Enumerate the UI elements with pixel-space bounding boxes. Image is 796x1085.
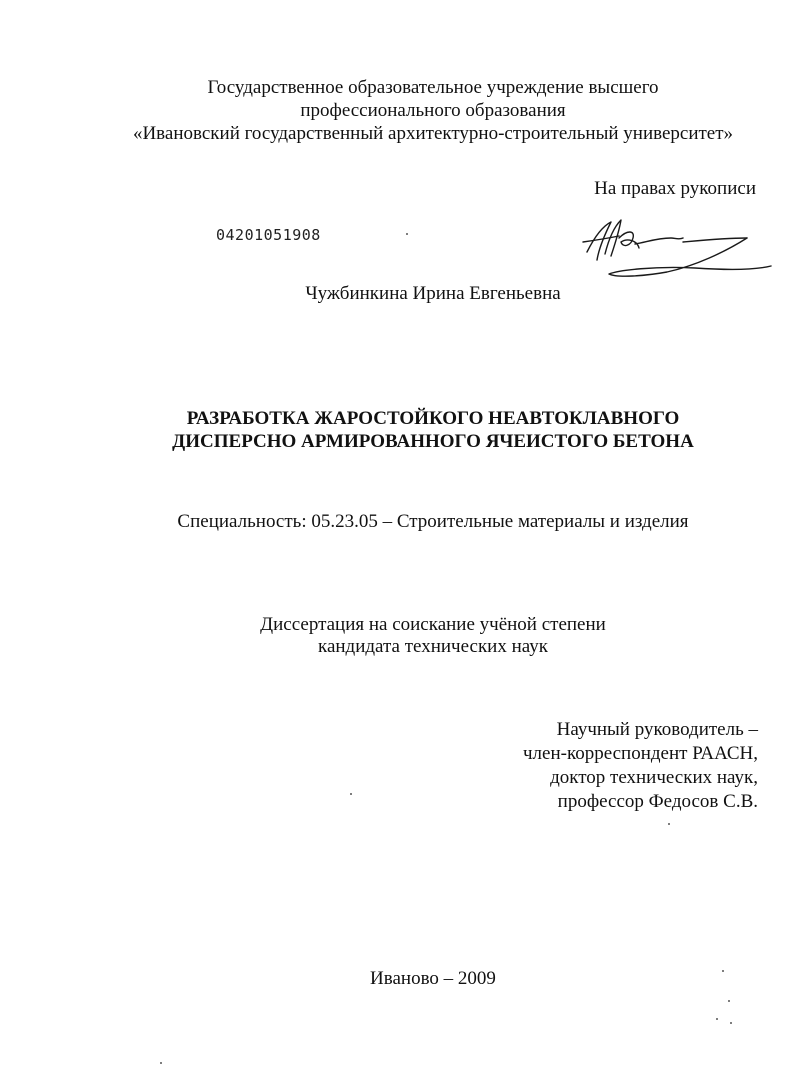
supervisor-block bbox=[420, 718, 758, 814]
city-year: Иваново – 2009 bbox=[370, 968, 496, 989]
scan-speck bbox=[350, 793, 352, 795]
institution-line-2: профессионального образования bbox=[300, 100, 566, 121]
degree-line-2: кандидата технических наук bbox=[318, 636, 548, 657]
scan-speck bbox=[716, 1018, 718, 1020]
title-line-1: РАЗРАБОТКА ЖАРОСТОЙКОГО НЕАВТОКЛАВНОГО bbox=[186, 408, 680, 429]
supervisor-line-1: Научный руководитель – bbox=[556, 719, 758, 740]
document-code: 04201051908 bbox=[216, 226, 321, 244]
scan-speck bbox=[722, 970, 724, 972]
institution-line-3: «Ивановский государственный архитектурно-строительный университет» bbox=[132, 123, 734, 144]
institution-header bbox=[80, 76, 786, 145]
specialty-line: Специальность: 05.23.05 – Строительные материалы и изделия bbox=[177, 511, 689, 532]
author-name: Чужбинкина Ирина Евгеньевна bbox=[305, 283, 561, 304]
supervisor-line-3: доктор технических наук, bbox=[550, 767, 758, 788]
scan-speck bbox=[406, 233, 408, 235]
scan-speck bbox=[160, 1062, 162, 1064]
handwritten-signature bbox=[575, 208, 775, 288]
supervisor-line-2: член-корреспондент РААСН, bbox=[522, 743, 758, 764]
degree-statement bbox=[80, 614, 786, 658]
institution-line-1: Государственное образовательное учреждение высшего bbox=[207, 77, 659, 98]
supervisor-line-4: профессор Федосов С.В. bbox=[557, 791, 758, 812]
title-line-2: ДИСПЕРСНО АРМИРОВАННОГО ЯЧЕИСТОГО БЕТОНА bbox=[172, 431, 694, 452]
manuscript-rights-note: На правах рукописи bbox=[594, 178, 756, 199]
scan-speck bbox=[730, 1022, 732, 1024]
dissertation-title bbox=[80, 407, 786, 453]
degree-line-1: Диссертация на соискание учёной степени bbox=[260, 614, 606, 635]
scan-speck bbox=[668, 823, 670, 825]
scan-speck bbox=[728, 1000, 730, 1002]
